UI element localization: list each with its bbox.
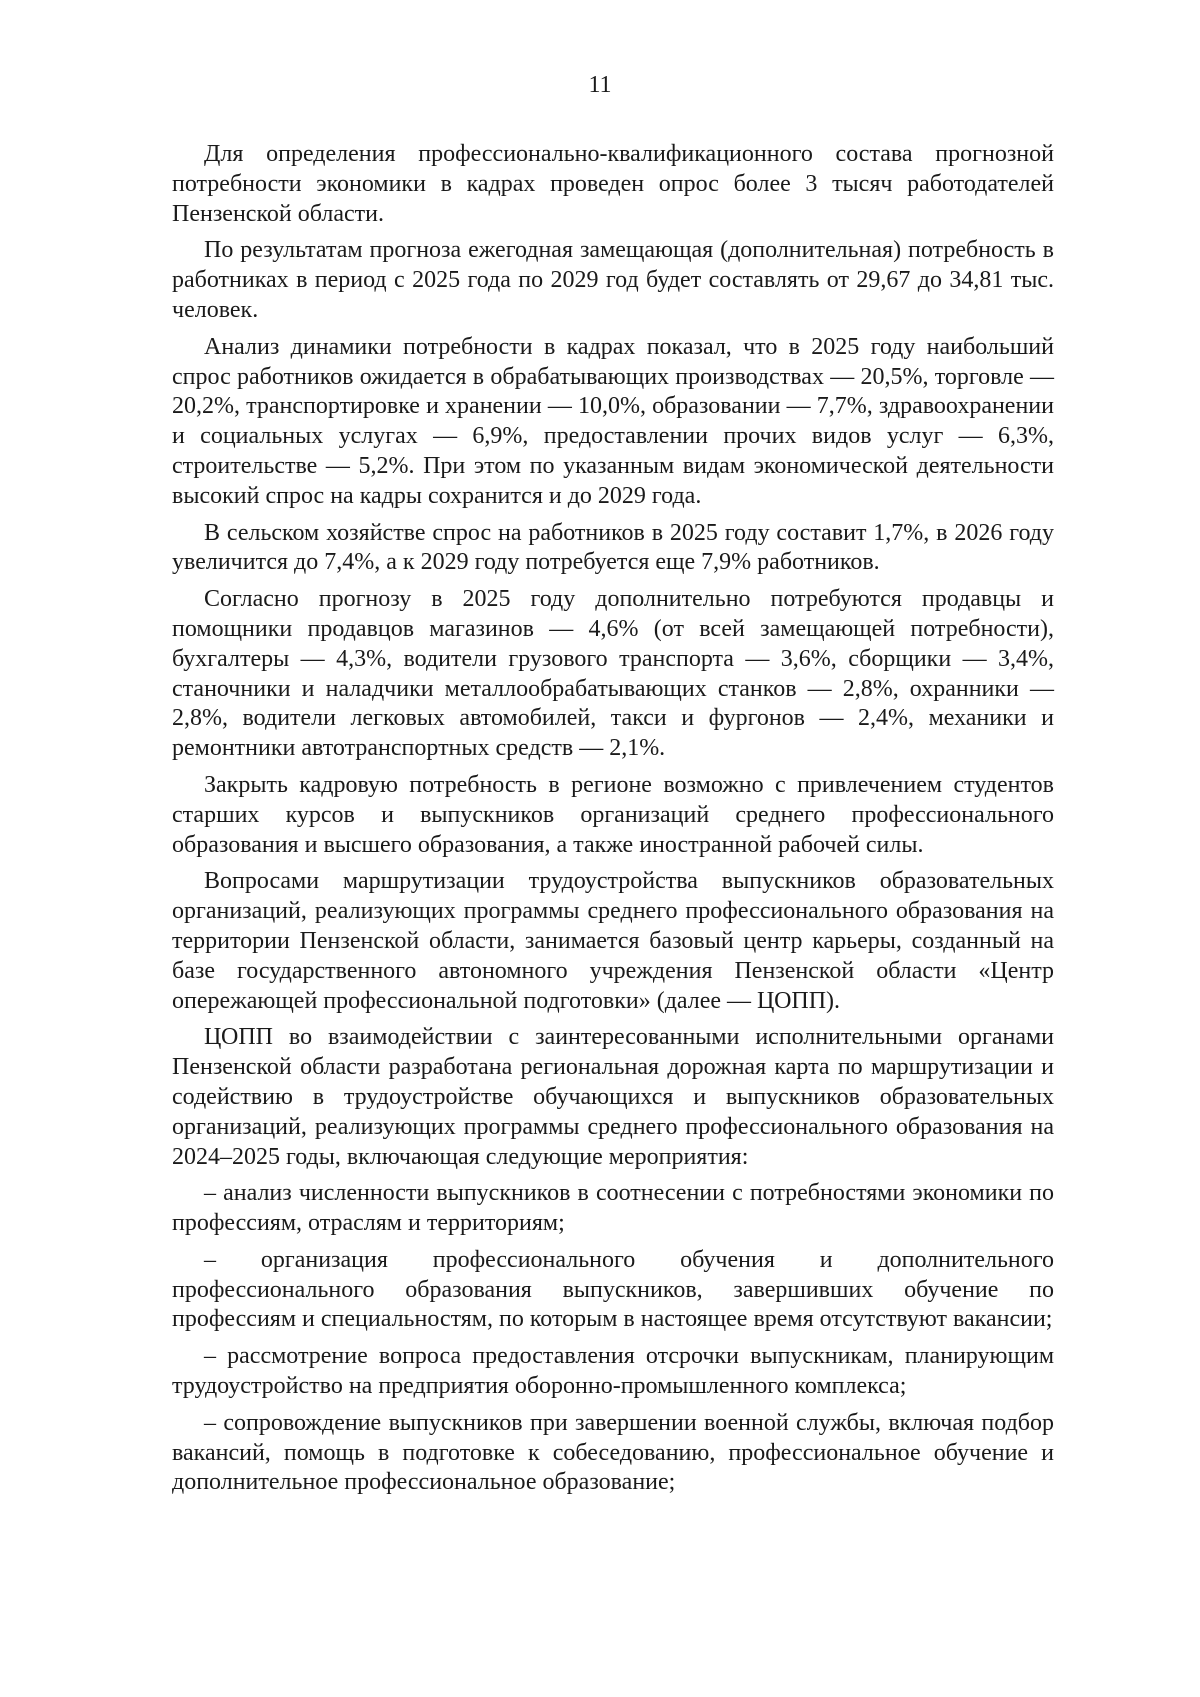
paragraph-professions-forecast: Согласно прогнозу в 2025 году дополнительно потребуются продавцы и помощники продавцов магазинов — 4,6% (от всей замещающей потребности), бухгалтеры — 4,3%, водители грузового транспорта — 3,6%, сборщики — 3,4%, станочники и наладчики металлообрабатывающих станков — 2,8%, охранники — 2,8%, водители легковых автомобилей, такси и фургонов — 2,4%, механики и ремонтники автотранспортных средств — 2,1%. — [172, 586, 1054, 762]
paragraph-roadmap: ЦОПП во взаимодействии с заинтересованными исполнительными органами Пензенской области разработана региональная дорожная карта по маршрутизации и содействию в трудоустройстве обучающихся и выпускников образовательных организаций, реализующих программы среднего профессионального образования на 2024–2025 годы, включающая следующие мероприятия: — [172, 1024, 1054, 1170]
paragraph-closing-demand: Закрыть кадровую потребность в регионе возможно с привлечением студентов старших курсов и выпускников организаций среднего профессионального образования и высшего образования, а также иностранной рабочей силы. — [172, 771, 1054, 858]
paragraph-survey: Для определения профессионально-квалификационного состава прогнозной потребности экономики в кадрах проведен опрос более 3 тысяч работодателей Пензенской области. — [172, 141, 1054, 227]
paragraph-demand-dynamics: Анализ динамики потребности в кадрах показал, что в 2025 году наибольший спрос работников ожидается в обрабатывающих производствах — 20,5%, торговле — 20,2%, транспортировке и хранении — 10,0%, образовании — 7,7%, здравоохранении и социальных услугах — 6,9%, предоставлении прочих видов услуг — 6,3%, строительстве — 5,2%. При этом по указанным видам экономической деятельности высокий спрос на кадры сохранится и до 2029 года. — [172, 333, 1054, 509]
list-item: – сопровождение выпускников при завершении военной службы, включая подбор вакансий, помощь в подготовке к собеседованию, профессиональное обучение и дополнительное профессиональное образование; — [172, 1409, 1054, 1496]
document-body — [172, 140, 1054, 1505]
paragraph-forecast-demand: По результатам прогноза ежегодная замещающая (дополнительная) потребность в работниках в период с 2025 года по 2029 год будет составлять от 29,67 до 34,81 тыс. человек. — [172, 237, 1054, 323]
list-item: – рассмотрение вопроса предоставления отсрочки выпускникам, планирующим трудоустройство на предприятия оборонно-промышленного комплекса; — [172, 1343, 1054, 1400]
page-number: 11 — [588, 72, 612, 98]
paragraph-agriculture: В сельском хозяйстве спрос на работников в 2025 году составит 1,7%, в 2026 году увеличится до 7,4%, а к 2029 году потребуется еще 7,9% работников. — [172, 519, 1054, 576]
list-item: – организация профессионального обучения и дополнительного профессионального образования выпускников, завершивших обучение по профессиям и специальностям, по которым в настоящее время отсутствуют вакансии; — [172, 1246, 1054, 1333]
paragraph-career-center: Вопросами маршрутизации трудоустройства выпускников образовательных организаций, реализующих программы среднего профессионального образования на территории Пензенской области, занимается базовый центр карьеры, созданный на базе государственного автономного учреждения Пензенской области «Центр опережающей профессиональной подготовки» (далее — ЦОПП). — [172, 868, 1054, 1014]
list-item: – анализ численности выпускников в соотнесении с потребностями экономики по профессиям, отраслям и территориям; — [172, 1180, 1054, 1237]
